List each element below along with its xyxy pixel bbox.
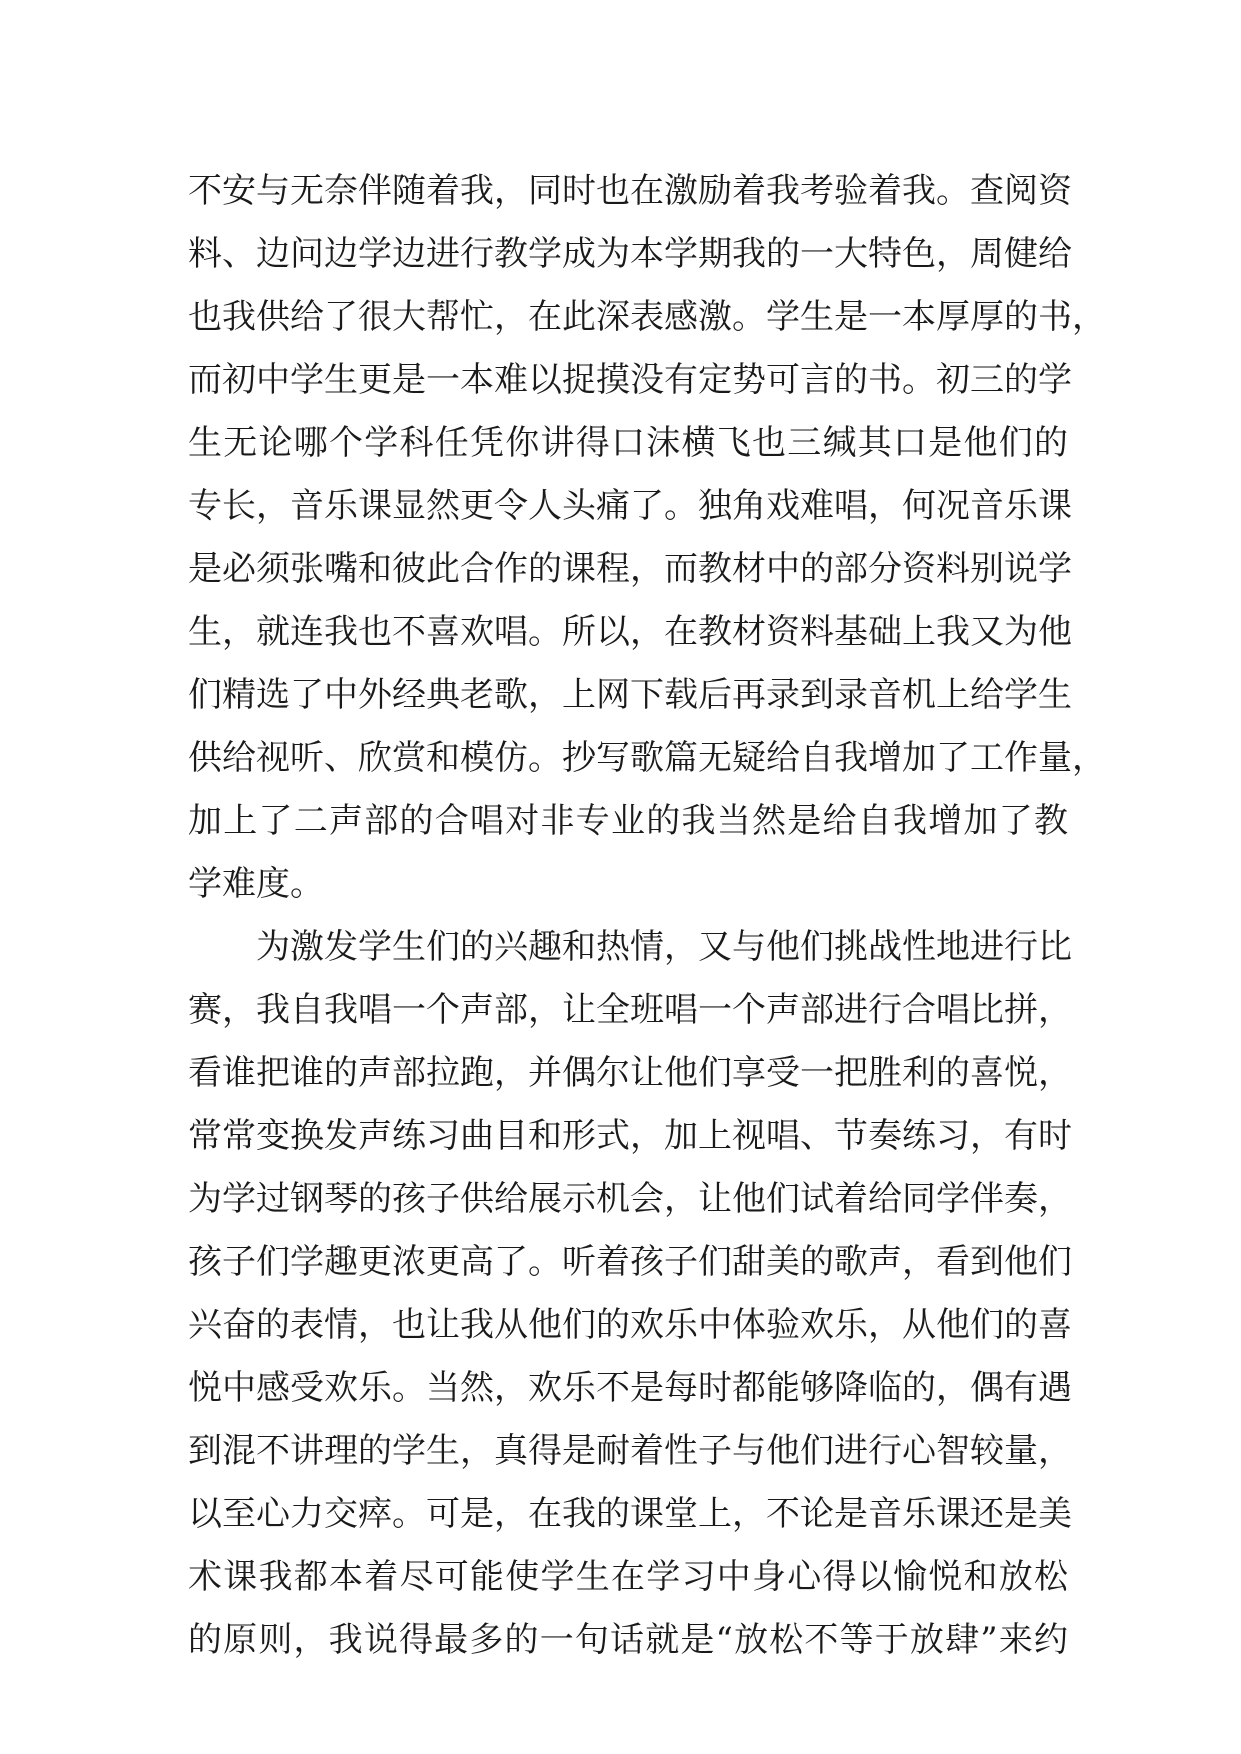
paragraph-line: 生，就连我也不喜欢唱。所以，在教材资料基础上我又为他 bbox=[188, 612, 1072, 652]
paragraph-line: 到混不讲理的学生，真得是耐着性子与他们进行心智较量， bbox=[188, 1431, 1072, 1471]
paragraph-line: 的原则，我说得最多的一句话就是“放松不等于放肆”来约 bbox=[188, 1620, 1068, 1660]
paragraph-line: 是必须张嘴和彼此合作的课程，而教材中的部分资料别说学 bbox=[188, 549, 1072, 589]
paragraph-line: 不安与无奈伴随着我，同时也在激励着我考验着我。查阅资 bbox=[188, 171, 1072, 211]
paragraph-line: 悦中感受欢乐。当然，欢乐不是每时都能够降临的，偶有遇 bbox=[188, 1368, 1072, 1408]
paragraph-line: 看谁把谁的声部拉跑，并偶尔让他们享受一把胜利的喜悦， bbox=[188, 1053, 1072, 1093]
paragraph-line: 术课我都本着尽可能使学生在学习中身心得以愉悦和放松 bbox=[188, 1557, 1068, 1597]
paragraph-line: 供给视听、欣赏和模仿。抄写歌篇无疑给自我增加了工作量， bbox=[188, 738, 1106, 778]
paragraph-line: 孩子们学趣更浓更高了。听着孩子们甜美的歌声，看到他们 bbox=[188, 1242, 1072, 1282]
paragraph-line: 常常变换发声练习曲目和形式，加上视唱、节奏练习，有时 bbox=[188, 1116, 1072, 1156]
paragraph-line: 以至心力交瘁。可是，在我的课堂上，不论是音乐课还是美 bbox=[188, 1494, 1072, 1534]
paragraph-line: 专长，音乐课显然更令人头痛了。独角戏难唱，何况音乐课 bbox=[188, 486, 1072, 526]
paragraph-line: 生无论哪个学科任凭你讲得口沫横飞也三缄其口是他们的 bbox=[188, 423, 1068, 463]
body-text bbox=[188, 160, 1106, 1672]
paragraph-2 bbox=[188, 916, 1072, 1672]
paragraph-line: 们精选了中外经典老歌，上网下载后再录到录音机上给学生 bbox=[188, 675, 1072, 715]
paragraph-line: 赛，我自我唱一个声部，让全班唱一个声部进行合唱比拼， bbox=[188, 990, 1072, 1030]
paragraph-line: 料、边问边学边进行教学成为本学期我的一大特色，周健给 bbox=[188, 234, 1072, 274]
paragraph-line: 加上了二声部的合唱对非专业的我当然是给自我增加了教 bbox=[188, 801, 1068, 841]
paragraph-1 bbox=[188, 160, 1106, 916]
paragraph-line: 兴奋的表情，也让我从他们的欢乐中体验欢乐，从他们的喜 bbox=[188, 1305, 1072, 1345]
paragraph-line: 也我供给了很大帮忙，在此深表感激。学生是一本厚厚的书， bbox=[188, 297, 1106, 337]
paragraph-line: 为激发学生们的兴趣和热情，又与他们挑战性地进行比 bbox=[256, 927, 1072, 967]
paragraph-line: 而初中学生更是一本难以捉摸没有定势可言的书。初三的学 bbox=[188, 360, 1072, 400]
paragraph-line: 学难度。 bbox=[188, 864, 324, 904]
paragraph-line: 为学过钢琴的孩子供给展示机会，让他们试着给同学伴奏， bbox=[188, 1179, 1072, 1219]
